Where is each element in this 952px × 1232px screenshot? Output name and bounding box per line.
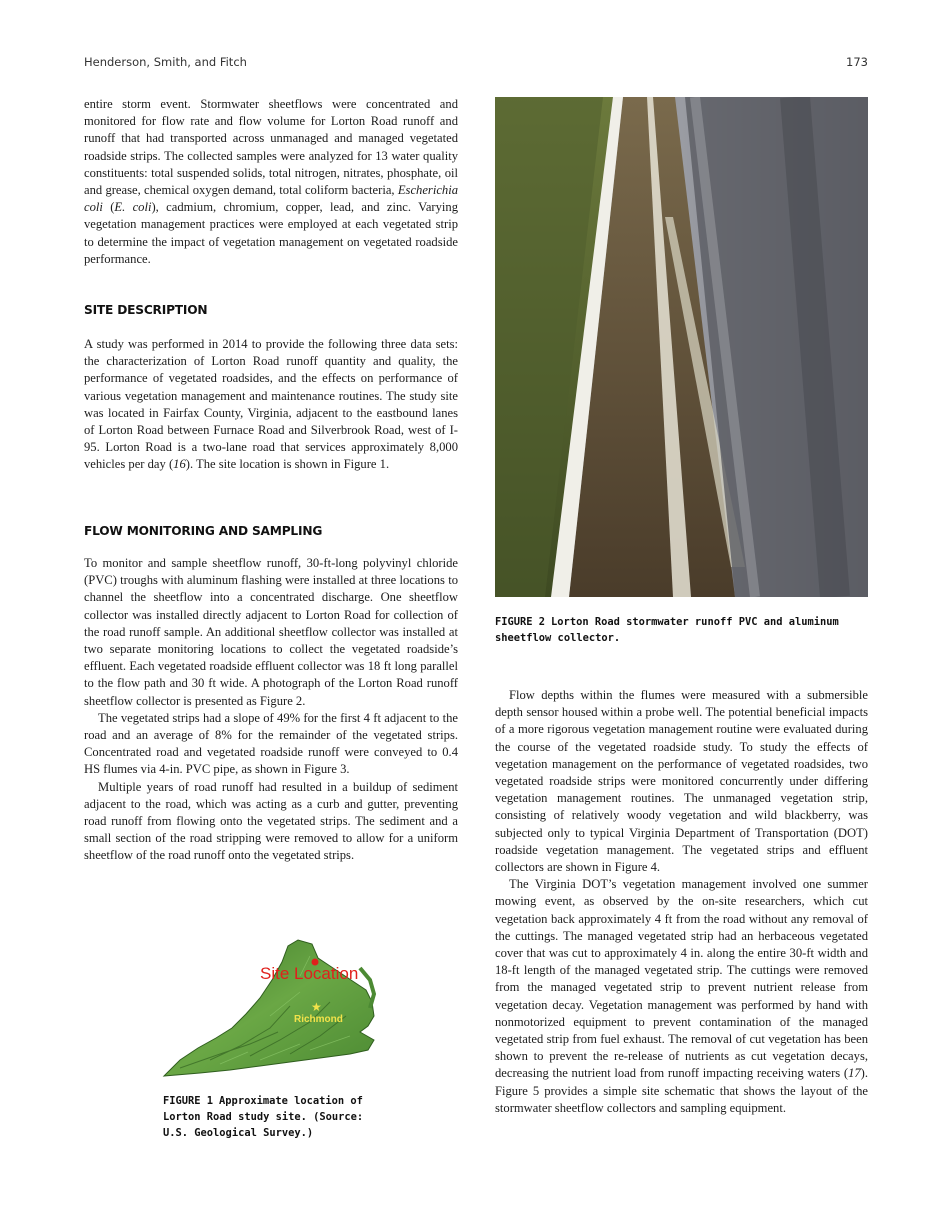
left-column-site <box>84 336 458 474</box>
paragraph-sediment: Multiple years of road runoff had resulted in a buildup of sediment adjacent to the road, which was acting as a curb and gutter, preventing road runoff from flowing onto the vegetated strips. The sediment and a small section of the road stripping were removed to allow for a uniform sheetflow of the road runoff onto the vegetated strips. <box>84 779 458 863</box>
paragraph-site-description: A study was performed in 2014 to provide the following three data sets: the characterization of Lorton Road runoff quantity and quality, the performance of vegetated roadsides, and the effects on performance of various vegetation management and maintenance routines. The study site was located in Fairfax County, Virginia, adjacent to the eastbound lanes of Lorton Road between Furnace Road and Silverbrook Road, west of I-95. Lorton Road is a two-lane road that services approximately 8,000 vehicles per day (16). The site location is shown in Figure 1. <box>84 337 458 472</box>
figure2-caption: FIGURE 2 Lorton Road stormwater runoff PVC and aluminum sheetflow collector. <box>495 616 839 644</box>
paragraph-flow-depths: Flow depths within the flumes were measured with a submersible depth sensor housed within a probe well. The potential beneficial impacts of a more rigorous vegetation management routine were evaluated during the course of the vegetated roadside study. To study the effects of vegetation management on the performance of vegetated roadsides, two vegetated roadside strips were monitored concurrently under differing vegetation management routines. The unmanaged vegetation strip, consisting of relatively woody vegetation and wild blackberry, was subjected only to typical Virginia Department of Transportation (DOT) roadside vegetation management. The vegetated strips and effluent collectors are shown in Figure 4. <box>495 688 868 875</box>
left-column-flow <box>84 555 458 865</box>
right-column-text <box>495 687 868 1117</box>
virginia-map-figure <box>160 936 382 1078</box>
richmond-star-icon: ★ <box>311 1000 322 1014</box>
paragraph-sheetflow-collectors: To monitor and sample sheetflow runoff, 30-ft-long polyvinyl chloride (PVC) troughs with aluminum flashing were installed at three locations to channel the sheetflow into a concentrated discharge. One sheetflow collector was installed directly adjacent to Lorton Road for collection of the road runoff sample. An additional sheetflow collector was installed at two separate monitoring locations to collect the vegetated roadside’s effluent. Each vegetated roadside effluent collector was 18 ft long parallel to the flow path and 30 ft wide. A photograph of the Lorton Road runoff sheetflow collector is presented as Figure 2. <box>84 556 458 708</box>
richmond-label: Richmond <box>294 1014 343 1025</box>
paragraph-slopes: The vegetated strips had a slope of 49% for the first 4 ft adjacent to the road and an average of 8% for the remainder of the vegetated strips. Concentrated road and vegetated roadside runoff were conveyed to 0.4 HS flumes via 4-in. PVC pipe, as shown in Figure 3. <box>84 710 458 777</box>
left-column-intro <box>84 96 458 268</box>
site-location-label: Site Location <box>260 964 359 983</box>
paragraph-vdot-management: The Virginia DOT’s vegetation management involved one summer mowing event, as observed by the on-site researchers, which cut vegetation back approximately 4 ft from the road without any removal of the cuttings. The managed vegetated strip had an herbaceous vegetated cover that was cut to approximately 4 in. along the entire 30-ft width and 18-ft length of the managed vegetated strip. The cuttings were removed from the managed vegetated strip to prevent nutrient release from vegetation decay. Vegetation management was performed by hand with nonmotorized equipment to prevent contamination of the managed vegetated strip from fuel exhaust. The removal of cut vegetation has been shown to prevent the re-release of nutrients as cut vegetation decays, decreasing the nutrient load from runoff impacting receiving waters (17). Figure 5 provides a simple site schematic that shows the layout of the stormwater sheetflow collectors and sampling equipment. <box>495 877 868 1115</box>
figure2-photo <box>495 97 868 597</box>
figure1-caption: FIGURE 1 Approximate location of Lorton Road study site. (Source: U.S. Geological Survey.) <box>163 1095 364 1139</box>
sheetflow-collector-photo <box>495 97 868 597</box>
heading-site-description: SITE DESCRIPTION <box>84 303 208 317</box>
heading-flow-monitoring: FLOW MONITORING AND SAMPLING <box>84 524 323 538</box>
running-header-authors: Henderson, Smith, and Fitch <box>84 55 247 69</box>
page-number: 173 <box>846 55 868 69</box>
paragraph-storm-event: entire storm event. Stormwater sheetflows were concentrated and monitored for flow rate and flow volume for Lorton Road runoff and runoff that had transported across unmanaged and managed vegetated roadside strips. The collected samples were analyzed for 13 water quality constituents: total suspended solids, total nitrogen, nitrates, phosphate, oil and grease, chemical oxygen demand, total coliform bacteria, Escherichia coli (E. coli), cadmium, chromium, copper, lead, and zinc. Varying vegetation management practices were employed at each vegetated strip to determine the impact of vegetation management on vegetated roadside performance. <box>84 97 459 266</box>
virginia-shape <box>164 940 374 1076</box>
